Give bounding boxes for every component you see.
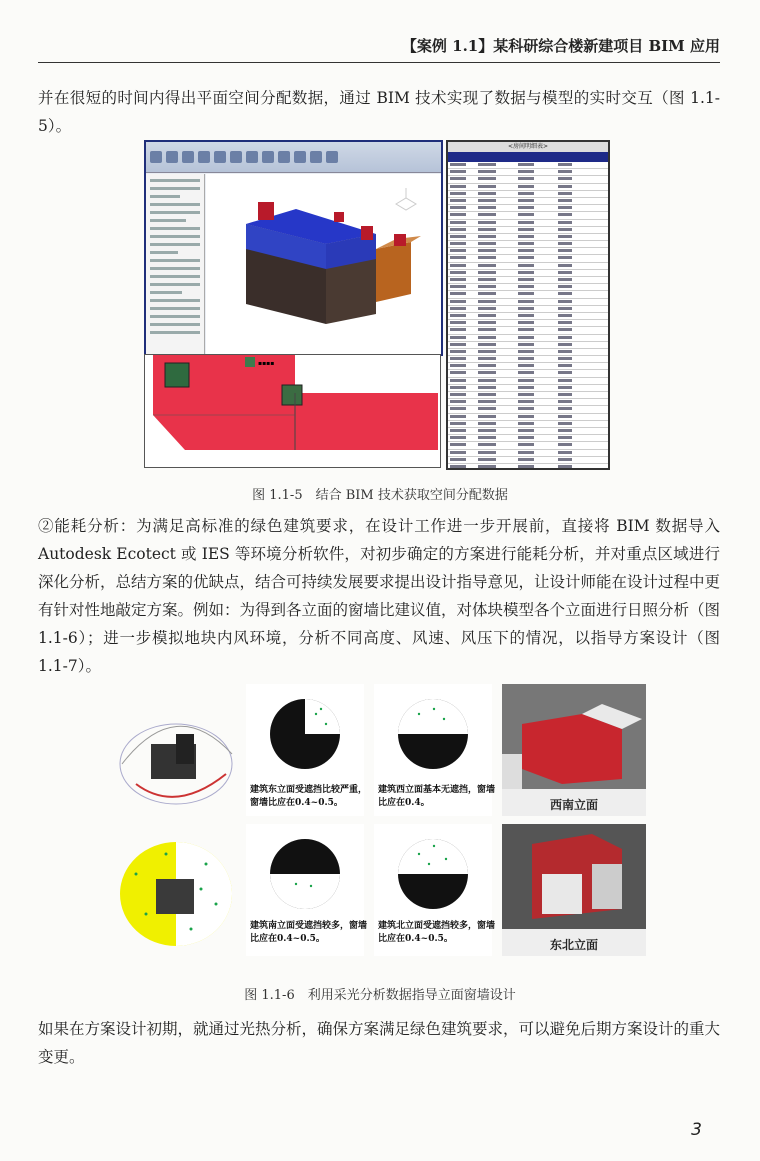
schedule-row — [448, 385, 608, 392]
running-header — [38, 32, 720, 63]
figure-caption-1: 图 1.1-5 结合 BIM 技术获取空间分配数据 — [252, 488, 508, 503]
schedule-row — [448, 248, 608, 255]
schedule-row — [448, 205, 608, 212]
schedule-row — [448, 363, 608, 370]
stereographic-chart-east — [246, 684, 368, 816]
schedule-row — [448, 169, 608, 176]
schedule-row — [448, 457, 608, 464]
schedule-row — [448, 392, 608, 399]
schedule-row — [448, 184, 608, 191]
schedule-row — [448, 306, 608, 313]
schedule-row — [448, 356, 608, 363]
schedule-title: <房间明细表> — [448, 142, 608, 152]
svg-text:▪▪▪▪: ▪▪▪▪ — [258, 360, 275, 367]
schedule-row — [448, 191, 608, 198]
ribbon-toolbar — [146, 142, 441, 173]
schedule-row — [448, 399, 608, 406]
schedule-row — [448, 406, 608, 413]
figure-caption-2: 图 1.1-6 利用采光分析数据指导立面窗墙设计 — [244, 988, 516, 1003]
schedule-row — [448, 320, 608, 327]
paragraph-intro: 并在很短的时间内得出平面空间分配数据，通过 BIM 技术实现了数据与模型的实时交互（图 1.1-5）。 — [38, 89, 720, 135]
schedule-row — [448, 162, 608, 169]
render-northeast — [502, 824, 646, 956]
schedule-rows — [448, 162, 608, 470]
schedule-row — [448, 198, 608, 205]
caption-south: 建筑南立面受遮挡较多，窗墙比应在0.4~0.5。 — [250, 921, 368, 944]
schedule-row — [448, 327, 608, 334]
schedule-row — [448, 176, 608, 183]
page-number: 3 — [691, 1120, 702, 1140]
schedule-row — [448, 299, 608, 306]
schedule-row — [448, 335, 608, 342]
schedule-row — [448, 421, 608, 428]
schedule-row — [448, 255, 608, 262]
room-schedule-table — [446, 140, 610, 470]
sun-path-diagram-2 — [116, 834, 236, 949]
schedule-row — [448, 313, 608, 320]
figure-daylight-analysis — [116, 684, 646, 960]
paragraph-conclusion: 如果在方案设计初期，就通过光热分析，确保方案满足绿色建筑要求，可以避免后期方案设计的重大变更。 — [38, 1020, 721, 1066]
schedule-row — [448, 291, 608, 298]
3d-model-view — [206, 174, 441, 354]
schedule-row — [448, 342, 608, 349]
schedule-row — [448, 270, 608, 277]
sun-path-diagram-1 — [116, 694, 236, 814]
stereographic-chart-west — [374, 684, 496, 816]
schedule-row — [448, 349, 608, 356]
schedule-row — [448, 414, 608, 421]
floor-plan-view — [144, 354, 441, 468]
render-southwest — [502, 684, 646, 816]
schedule-row — [448, 284, 608, 291]
schedule-row — [448, 428, 608, 435]
schedule-row — [448, 464, 608, 470]
schedule-row — [448, 227, 608, 234]
schedule-row — [448, 277, 608, 284]
header-title: 【案例 1.1】某科研综合楼新建项目 BIM 应用 — [401, 37, 720, 55]
schedule-row — [448, 234, 608, 241]
stereographic-chart-north — [374, 824, 496, 956]
caption-east: 建筑东立面受遮挡比较严重，窗墙比应在0.4~0.5。 — [250, 785, 368, 808]
schedule-row — [448, 212, 608, 219]
caption-northeast: 东北立面 — [549, 938, 598, 952]
paragraph-energy-analysis: ②能耗分析：为满足高标准的绿色建筑要求，在设计工作进一步开展前，直接将 BIM 数据导入 Autodesk Ecotect 或 IES 等环境分析软件，对初步确定的方案进行能耗分析，并对重点区域进行深化分析，总结方案的优缺点，结合可持续发展要求提出设计指导意见，让设计师能在设计过程中更有针对性地敲定方案。例如：为得到各立面的窗墙比建议值，对体块模型各个立面进行日照分析（图 1.1-6）；进一步模拟地块内风环境，分析不同高度、风速、风压下的情况，以指导方案设计（图 1.1-7）。 — [38, 517, 721, 675]
schedule-row — [448, 370, 608, 377]
caption-southwest: 西南立面 — [549, 798, 598, 812]
figure-space-allocation — [144, 140, 606, 466]
schedule-row — [448, 241, 608, 248]
schedule-row — [448, 450, 608, 457]
caption-north: 建筑北立面受遮挡较多，窗墙比应在0.4~0.5。 — [378, 921, 496, 944]
schedule-row — [448, 435, 608, 442]
schedule-row — [448, 378, 608, 385]
schedule-row — [448, 220, 608, 227]
schedule-header — [448, 152, 608, 162]
revit-window-screenshot — [144, 140, 443, 356]
stereographic-chart-south — [246, 824, 368, 956]
properties-panel — [146, 174, 205, 354]
schedule-row — [448, 263, 608, 270]
schedule-row — [448, 442, 608, 449]
caption-west: 建筑西立面基本无遮挡，窗墙比应在0.4。 — [378, 785, 496, 808]
